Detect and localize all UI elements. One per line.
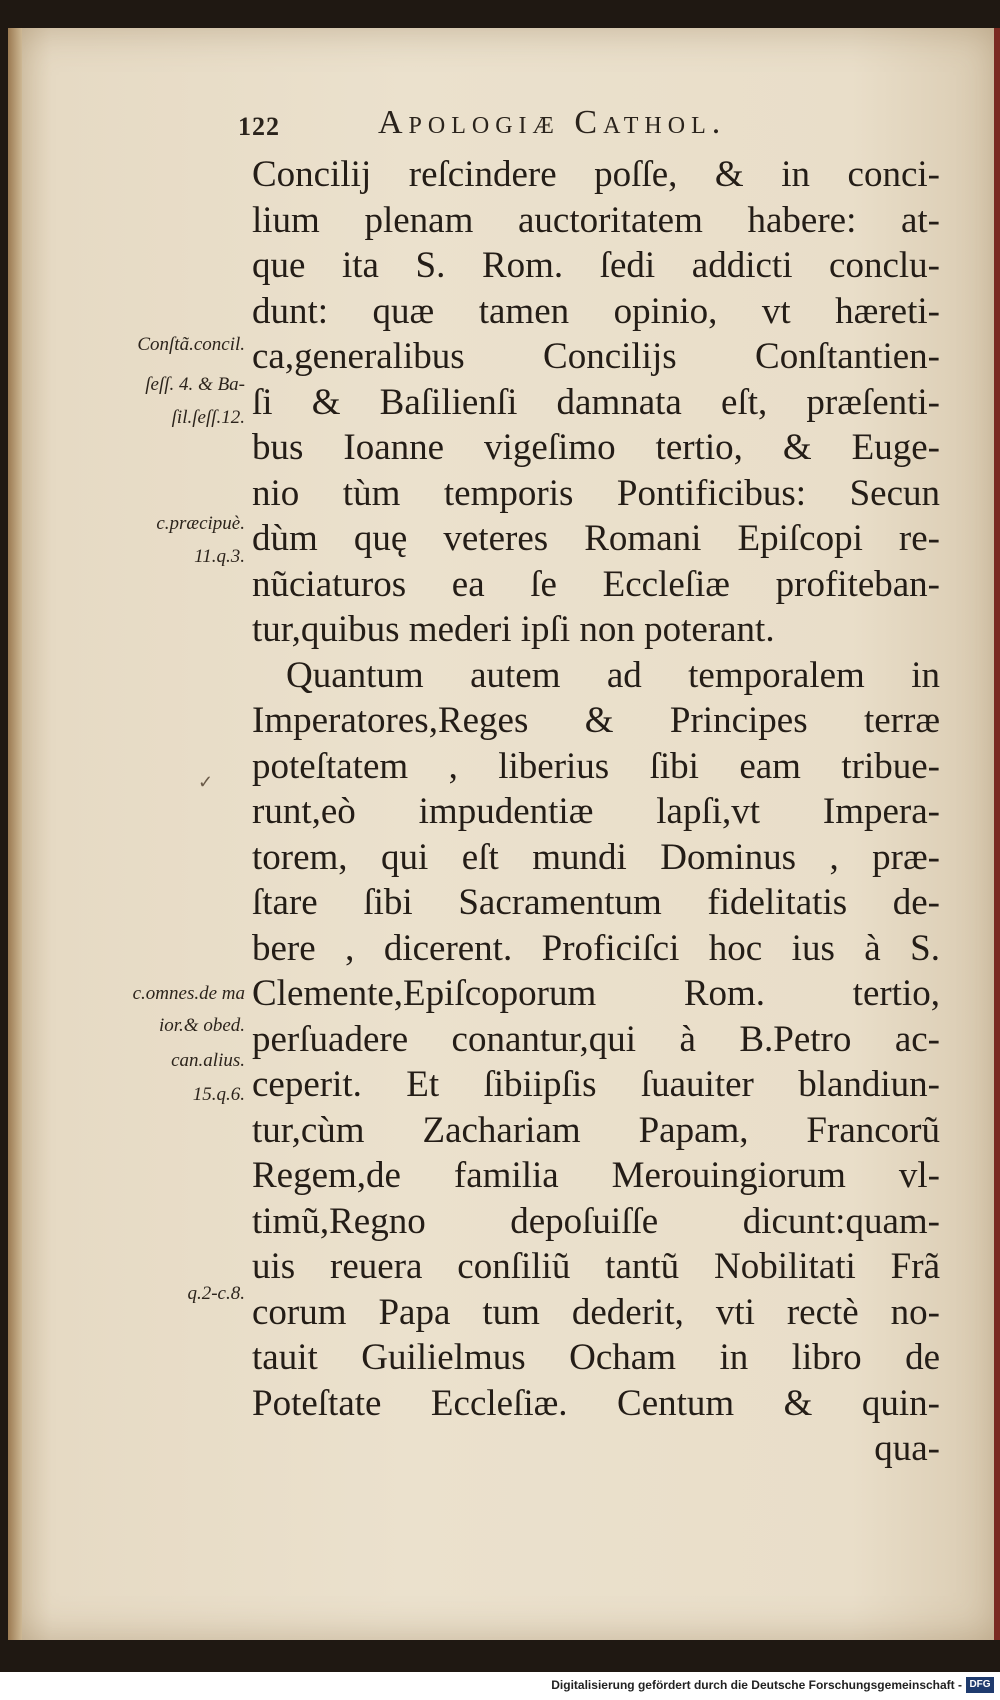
text-line: runt,eò impudentiæ lapſi,vt Impera- (252, 791, 940, 832)
text-line: bus Ioanne vigeſimo tertio, & Euge- (252, 427, 940, 468)
text-line: nio tùm temporis Pontificibus: Secun (252, 472, 940, 514)
page-number: 122 (238, 112, 280, 141)
text-line: Poteſtate Eccleſiæ. Centum & quin- (252, 1382, 940, 1424)
margin-note: can.alius. (171, 1050, 245, 1071)
text-line: que ita S. Rom. ſedi addicti conclu- (252, 245, 940, 286)
text-line: tauit Guilielmus Ocham in libro de (252, 1337, 940, 1378)
text-line: uis reuera conſiliũ tantũ Nobilitati Frã (252, 1246, 940, 1287)
margin-note: 15.q.6. (192, 1084, 245, 1105)
text-line: corum Papa tum dederit, vti rectè no- (252, 1291, 940, 1333)
text-line: perſuadere conantur,qui à B.Petro ac- (252, 1018, 940, 1060)
text-line: ceperit. Et ſibiipſis ſuauiter blandiun- (252, 1064, 940, 1105)
check-mark-icon: ✓ (198, 772, 214, 792)
text-line: dunt: quæ tamen opinio, vt hæreti- (252, 290, 940, 332)
margin-note: c.præcipuè. (156, 513, 245, 534)
text-line: tur,cùm Zachariam Papam, Francorũ (252, 1109, 940, 1151)
text-line: poteſtatem , liberius ſibi eam tribue- (252, 745, 940, 787)
text-line: nũciaturos ea ſe Eccleſiæ profiteban- (252, 563, 940, 605)
text-line: timũ,Regno depoſuiſſe dicunt:quam- (252, 1200, 940, 1242)
text-line: bere , dicerent. Proficiſci hoc ius à S. (252, 927, 940, 969)
text-line: torem, qui eſt mundi Dominus , præ- (252, 836, 940, 878)
page-header (238, 104, 878, 144)
text-line: ca,generalibus Concilijs Conſtantien- (252, 336, 940, 377)
text-line: ſi & Baſilienſi damnata eſt, præſenti- (252, 381, 940, 423)
text-line: Regem,de familia Merouingiorum vl- (252, 1155, 940, 1196)
margin-note: 11.q.3. (194, 546, 245, 567)
text-line: ſtare ſibi Sacramentum fidelitatis de- (252, 882, 940, 923)
margin-note: c.omnes.de ma (132, 983, 245, 1004)
margin-note: ſil.ſeſſ.12. (171, 407, 245, 428)
margin-note: ior.& obed. (158, 1015, 245, 1036)
text-line: tur,quibus mederi ipſi non poterant. (252, 609, 775, 650)
running-head: Apologiæ Cathol. (378, 104, 727, 141)
text-line: Imperatores,Reges & Principes terræ (252, 700, 940, 741)
text-line: dùm quę veteres Romani Epiſcopi re- (252, 518, 940, 559)
text-line: Clemente,Epiſcoporum Rom. tertio, (252, 973, 940, 1014)
dfg-logo: DFG (966, 1677, 994, 1693)
margin-note: ſeſſ. 4. & Ba- (145, 374, 245, 395)
text-line: Concilij reſcindere poſſe, & in conci- (252, 154, 940, 195)
body-text (252, 152, 940, 1472)
text-line: lium plenam auctoritatem habere: at- (252, 199, 940, 241)
catchword: qua- (874, 1428, 940, 1469)
margin-note: Conſtã.concil. (137, 334, 245, 355)
book-cover-edge (994, 28, 1000, 1640)
footer-bar (0, 1672, 1000, 1700)
page-gutter (8, 28, 22, 1640)
text-line: Quantum autem ad temporalem in (286, 654, 940, 696)
margin-note: q.2-c.8. (187, 1283, 245, 1304)
funding-credit: Digitalisierung gefördert durch die Deutsche Forschungsgemeinschaft - (551, 1678, 962, 1692)
